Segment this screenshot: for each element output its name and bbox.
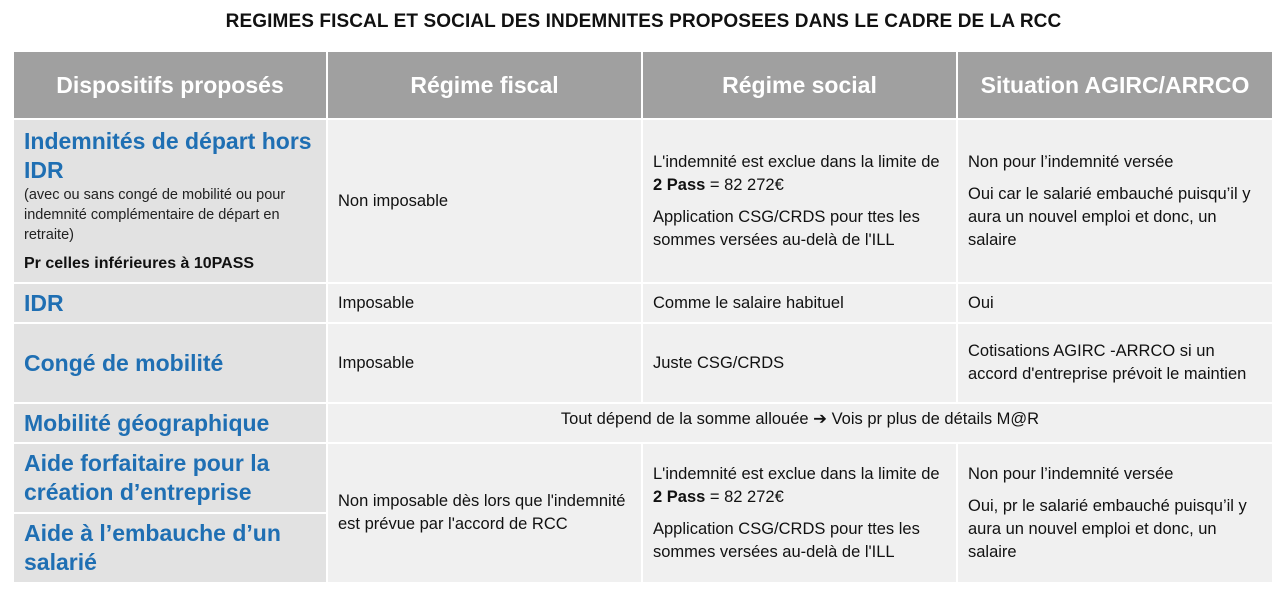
agirc-text-b: Oui, pr le salarié embauché puisqu’il y aura un nouvel emploi et donc, un salaire xyxy=(968,496,1247,561)
header-regime-fiscal: Régime fiscal xyxy=(327,51,642,119)
social-cell: Comme le salaire habituel xyxy=(642,283,957,323)
dispositif-condition: Pr celles inférieures à 10PASS xyxy=(24,255,255,272)
dispositif-note: (avec ou sans congé de mobilité ou pour indemnité complémentaire de départ en retraite) xyxy=(24,187,286,243)
merged-cell xyxy=(327,403,1273,443)
dispositif-cell xyxy=(13,323,327,403)
social-limit-text: L'indemnité est exclue dans la limite de 2 Pass = 82 272€ xyxy=(653,464,940,506)
social-cell: Juste CSG/CRDS xyxy=(642,323,957,403)
agirc-cell xyxy=(957,119,1273,283)
dispositif-cell xyxy=(13,513,327,583)
social-cell xyxy=(642,119,957,283)
dispositif-cell xyxy=(13,443,327,513)
agirc-cell: Cotisations AGIRC -ARRCO si un accord d'entreprise prévoit le maintien xyxy=(957,323,1273,403)
dispositif-name: Aide forfaitaire pour la création d’entreprise xyxy=(24,450,270,505)
agirc-cell xyxy=(957,443,1273,583)
table-row xyxy=(13,443,1273,513)
agirc-cell: Oui xyxy=(957,283,1273,323)
dispositif-cell xyxy=(13,403,327,443)
header-regime-social: Régime social xyxy=(642,51,957,119)
table-row xyxy=(13,403,1273,443)
header-agirc-arrco: Situation AGIRC/ARRCO xyxy=(957,51,1273,119)
social-cell xyxy=(642,443,957,583)
header-dispositifs: Dispositifs proposés xyxy=(13,51,327,119)
table-row xyxy=(13,283,1273,323)
dispositif-cell xyxy=(13,119,327,283)
page-title: REGIMES FISCAL ET SOCIAL DES INDEMNITES PROPOSEES DANS LE CADRE DE LA RCC xyxy=(225,11,1062,32)
merged-text-post: Vois pr plus de détails M@R xyxy=(827,410,1040,428)
header-row xyxy=(13,51,1273,119)
dispositif-name: Congé de mobilité xyxy=(24,349,224,376)
agirc-text-b: Oui car le salarié embauché puisqu’il y aura un nouvel emploi et donc, un salaire xyxy=(968,184,1251,249)
agirc-text-a: Non pour l’indemnité versée xyxy=(968,152,1174,171)
dispositif-name: IDR xyxy=(24,289,64,316)
merged-text-pre: Tout dépend de la somme allouée xyxy=(560,410,814,428)
agirc-text-a: Non pour l’indemnité versée xyxy=(968,464,1174,483)
indemnities-table xyxy=(12,50,1274,584)
dispositif-name: Indemnités de départ hors IDR xyxy=(24,128,312,183)
fiscal-cell: Imposable xyxy=(327,323,642,403)
fiscal-cell: Non imposable xyxy=(327,119,642,283)
dispositif-cell xyxy=(13,283,327,323)
social-csg-text: Application CSG/CRDS pour ttes les sommes versées au-delà de l'ILL xyxy=(653,207,920,249)
dispositif-name: Mobilité géographique xyxy=(24,409,270,436)
dispositif-name: Aide à l’embauche d’un salarié xyxy=(24,520,281,575)
table-row xyxy=(13,119,1273,283)
arrow-icon: ➔ xyxy=(813,410,827,428)
fiscal-cell: Non imposable dès lors que l'indemnité est prévue par l'accord de RCC xyxy=(327,443,642,583)
social-limit-text: L'indemnité est exclue dans la limite de 2 Pass = 82 272€ xyxy=(653,152,940,194)
table-row xyxy=(13,323,1273,403)
fiscal-cell: Imposable xyxy=(327,283,642,323)
social-csg-text: Application CSG/CRDS pour ttes les sommes versées au-delà de l'ILL xyxy=(653,519,920,561)
